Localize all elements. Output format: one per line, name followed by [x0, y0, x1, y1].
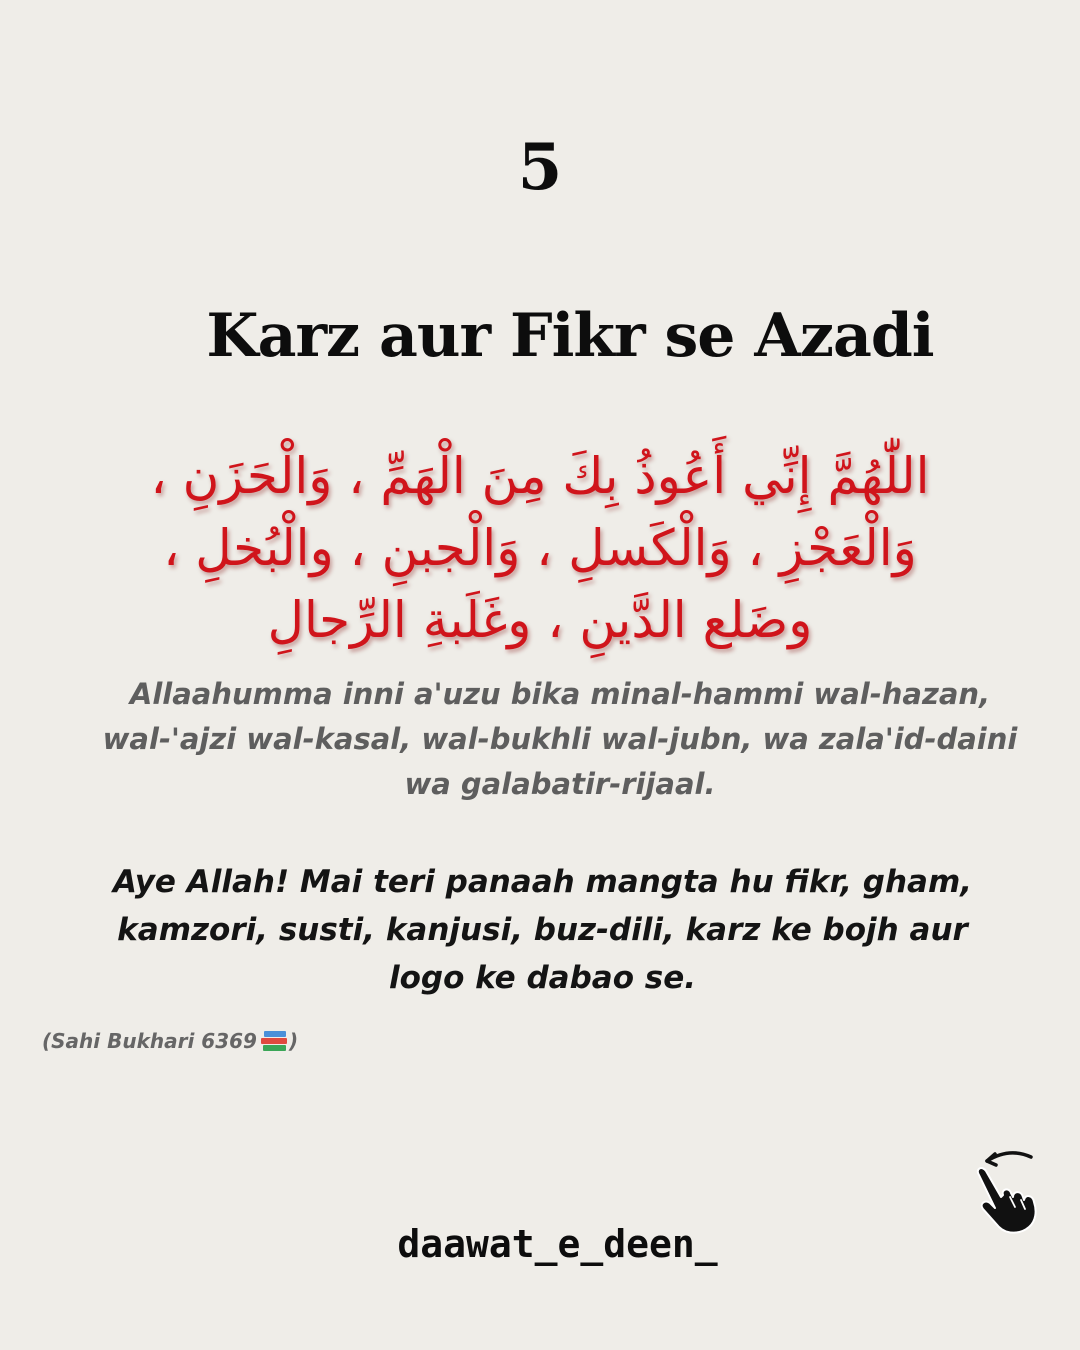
post-title: Karz aur Fikr se Azadi: [206, 301, 934, 371]
reference-text: (Sahi Bukhari 6369: [42, 1029, 257, 1053]
translation: Aye Allah! Mai teri panaah mangta hu fikr, gham, kamzori, susti, kanjusi, buz-dili, karz ke bojh aur logo ke dabao se.: [112, 864, 973, 996]
account-handle[interactable]: daawat_e_deen_: [397, 1222, 718, 1266]
post-number: 5: [517, 130, 563, 205]
reference: [42, 1026, 298, 1056]
reference-close: ): [288, 1029, 299, 1053]
transliteration: Allaahumma inni a'uzu bika minal-hammi wal-hazan, wal-'ajzi wal-kasal, wal-bukhli wal-jubn, wa zala'id-daini wa galabatir-rijaal.: [102, 677, 1018, 801]
arabic-dua: اللّٰهُمَّ إِنِّي أَعُوذُ بِكَ مِنَ الْهَمِّ ، وَالْحَزَنِ ، وَالْعَجْزِ ، وَالْكَسلِ ، وَالْجبنِ ، والْبُخلِ ، وضَلع الدَّينِ ، وغَلَبةِ الرِّجالِ: [150, 447, 930, 649]
books-icon: [261, 1031, 287, 1051]
